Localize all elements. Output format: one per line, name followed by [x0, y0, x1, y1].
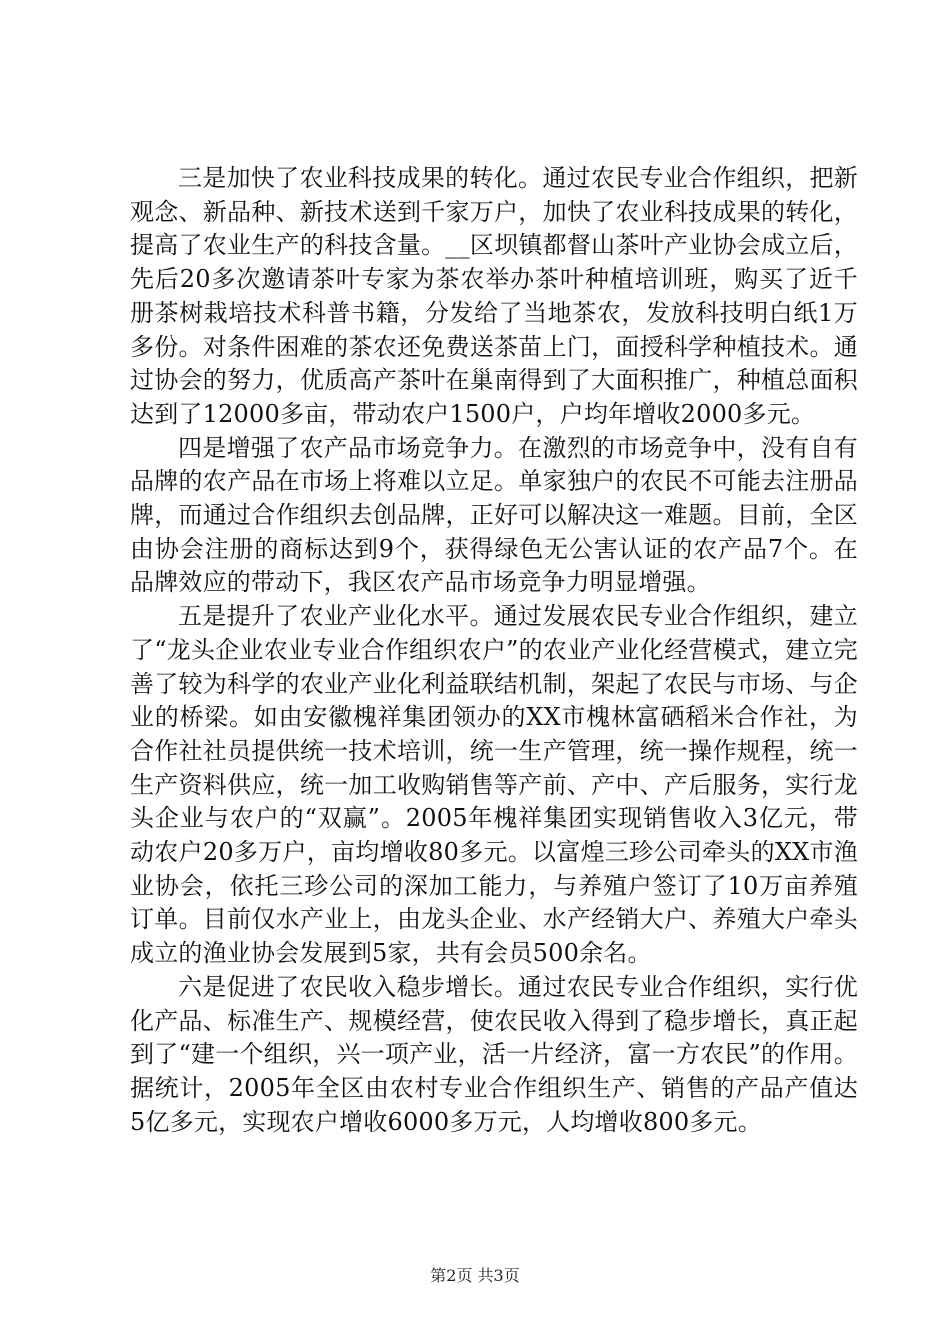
document-body — [130, 162, 858, 1139]
page-number-footer: 第2页 共3页 — [430, 1266, 520, 1285]
paragraph-market-competitiveness: 四是增强了农产品市场竞争力。在激烈的市场竞争中，没有自有品牌的农产品在市场上将难以立足。单家独户的农民不可能去注册品牌，而通过合作组织去创品牌，正好可以解决这一难题。目前，全区由协会注册的商标达到9个，获得绿色无公害认证的农产品7个。在品牌效应的带动下，我区农产品市场竞争力明显增强。 — [130, 433, 858, 597]
paragraph-farmer-income: 六是促进了农民收入稳步增长。通过农民专业合作组织，实行优化产品、标准生产、规模经营，使农民收入得到了稳步增长，真正起到了“建一个组织，兴一项产业，活一片经济，富一方农民”的作用。据统计，2005年全区由农村专业合作组织生产、销售的产品产值达5亿多元，实现农户增收6000多万元，人均增收800多元。 — [130, 972, 858, 1136]
paragraph-agri-tech: 三是加快了农业科技成果的转化。通过农民专业合作组织，把新观念、新品种、新技术送到千家万户，加快了农业科技成果的转化，提高了农业生产的科技含量。__区坝镇都督山茶叶产业协会成立后，先后20多次邀请茶叶专家为茶农举办茶叶种植培训班，购买了近千册茶树栽培技术科普书籍，分发给了当地茶农，发放科技明白纸1万多份。对条件困难的茶农还免费送茶苗上门，面授科学种植技术。通过协会的努力，优质高产茶叶在巢南得到了大面积推广，种植总面积达到了12000多亩，带动农户1500户，户均年增收2000多元。 — [130, 164, 858, 428]
paragraph-industrialization: 五是提升了农业产业化水平。通过发展农民专业合作组织，建立了“龙头企业农业专业合作组织农户”的农业产业化经营模式，建立完善了较为科学的农业产业化利益联结机制，架起了农民与市场、与企业的桥梁。如由安徽槐祥集团领办的XX市槐林富硒稻米合作社，为合作社社员提供统一技术培训，统一生产管理，统一操作规程，统一生产资料供应，统一加工收购销售等产前、产中、产后服务，实行龙头企业与农户的“双赢”。2005年槐祥集团实现销售收入3亿元，带动农户20多万户，亩均增收80多元。以富煌三珍公司牵头的XX市渔业协会，依托三珍公司的深加工能力，与养殖户签订了10万亩养殖订单。目前仅水产业上，由龙头企业、水产经销大户、养殖大户牵头成立的渔业协会发展到5家，共有会员500余名。 — [130, 602, 858, 968]
